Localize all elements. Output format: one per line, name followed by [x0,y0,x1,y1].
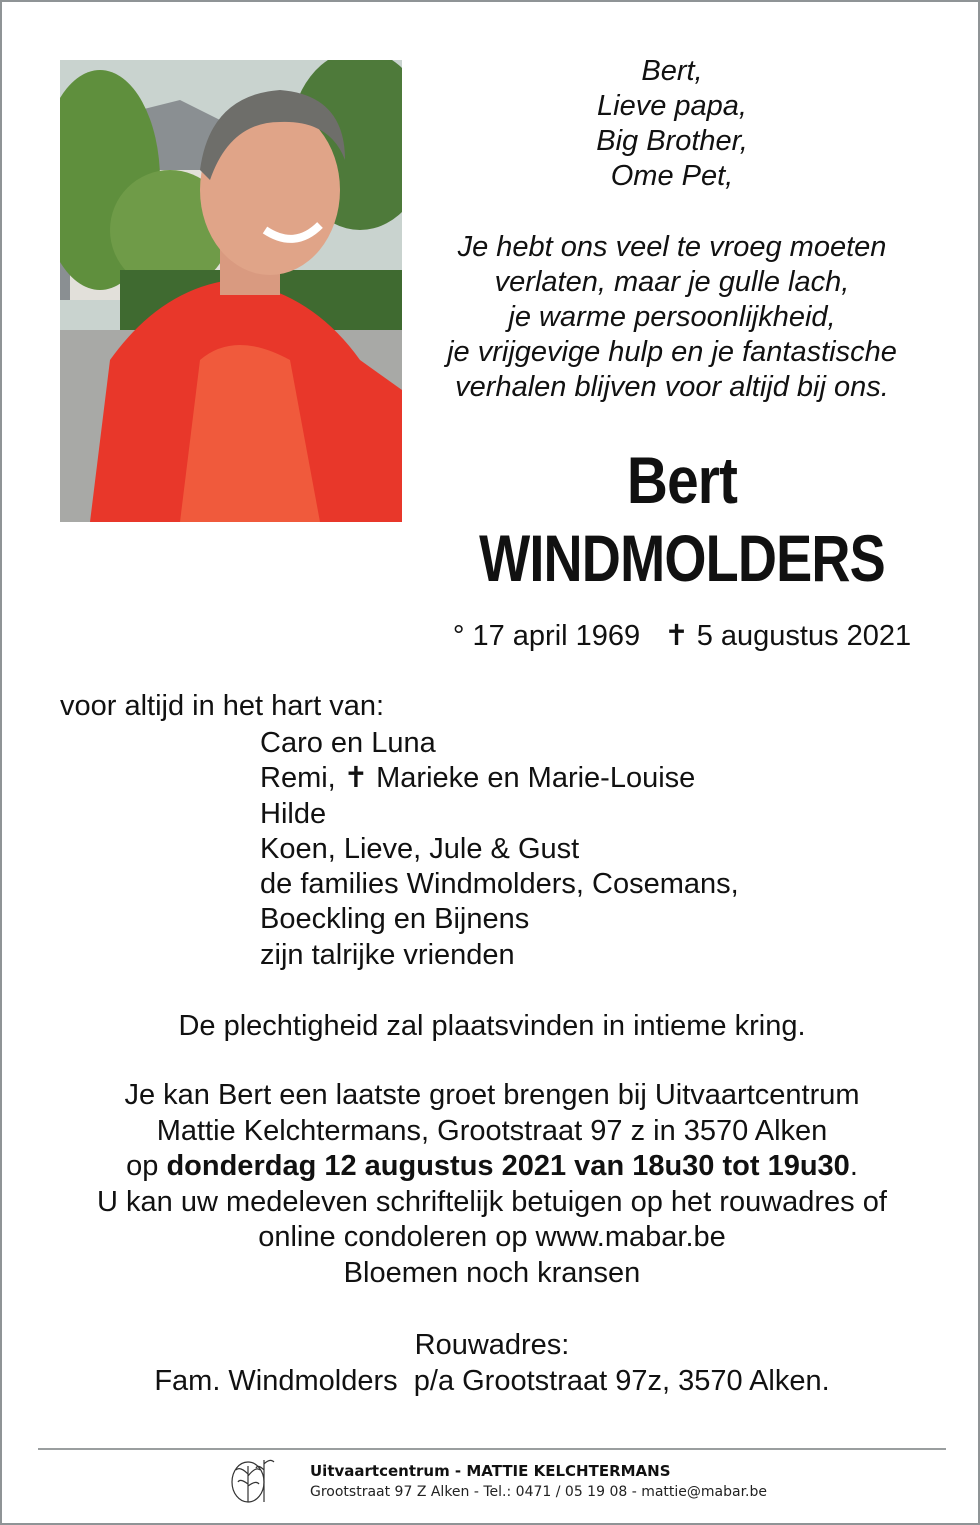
visit-date-suffix: . [849,1150,858,1182]
poem-line: Lieve papa, [597,90,747,122]
birth-date: ° 17 april 1969 [452,620,641,652]
portrait-photo [60,60,402,522]
verse-line: Je hebt ons veel te vroeg moeten [457,231,887,263]
mourning-address-text: Fam. Windmolders p/a Grootstraat 97z, 3570 Alken. [154,1364,830,1397]
mourning-label: Rouwadres: [414,1329,570,1361]
family-member: Remi, ✝ Marieke en Marie-Louise [260,762,696,795]
deceased-last-name: WINDMOLDERS [479,521,885,595]
poem [422,54,922,405]
visit-date-prefix: op [126,1150,167,1182]
family-member: Caro en Luna [260,727,436,759]
verse-line: verlaten, maar je gulle lach, [494,266,850,298]
family-intro: voor altijd in het hart van: [60,690,385,722]
family-member: Boeckling en Bijnens [260,903,530,936]
family-member: de families Windmolders, Cosemans, [260,868,739,901]
deceased-first-name: Bert [626,443,738,517]
visit-line: Bloemen noch kransen [343,1256,641,1289]
verse-line: verhalen blijven voor altijd bij ons. [455,371,889,403]
visit-line: Mattie Kelchtermans, Grootstraat 97 z in 3570 Alken [156,1114,828,1147]
footer-contact: Grootstraat 97 Z Alken - Tel.: 0471 / 05 19 08 - mattie@mabar.be [310,1484,768,1500]
visit-line: Je kan Bert een laatste groet brengen bij Uitvaartcentrum [124,1079,860,1111]
verse-line: je vrijgevige hulp en je fantastische [447,336,897,368]
life-dates [422,618,942,653]
verse-line: je warme persoonlijkheid, [508,301,836,333]
condolence-link[interactable]: online condoleren op www.mabar.be [258,1221,726,1253]
family-member: Koen, Lieve, Jule & Gust [260,832,580,865]
death-date: ✝ 5 augustus 2021 [664,620,912,652]
mourning-address [2,1328,980,1399]
footer-title: Uitvaartcentrum - MATTIE KELCHTERMANS [310,1462,671,1480]
poem-line: Ome Pet, [610,160,734,192]
ceremony-notice: De plechtigheid zal plaatsvinden in intieme kring. [178,1010,806,1042]
visit-date-line [2,1149,980,1185]
visit-line: U kan uw medeleven schriftelijk betuigen op het rouwadres of [97,1185,887,1218]
footer-divider [38,1448,946,1450]
poem-line: Bert, [641,55,703,87]
family-member: Hilde [260,797,327,830]
funeral-home-logo [228,1456,294,1506]
poem-spacer [422,194,922,230]
visit-date: donderdag 12 augustus 2021 van 18u30 tot 19u30 [166,1150,850,1182]
poem-line: Big Brother, [596,125,748,157]
family-member: zijn talrijke vrienden [260,938,515,971]
visit-info [2,1078,980,1291]
family-list [260,726,739,973]
